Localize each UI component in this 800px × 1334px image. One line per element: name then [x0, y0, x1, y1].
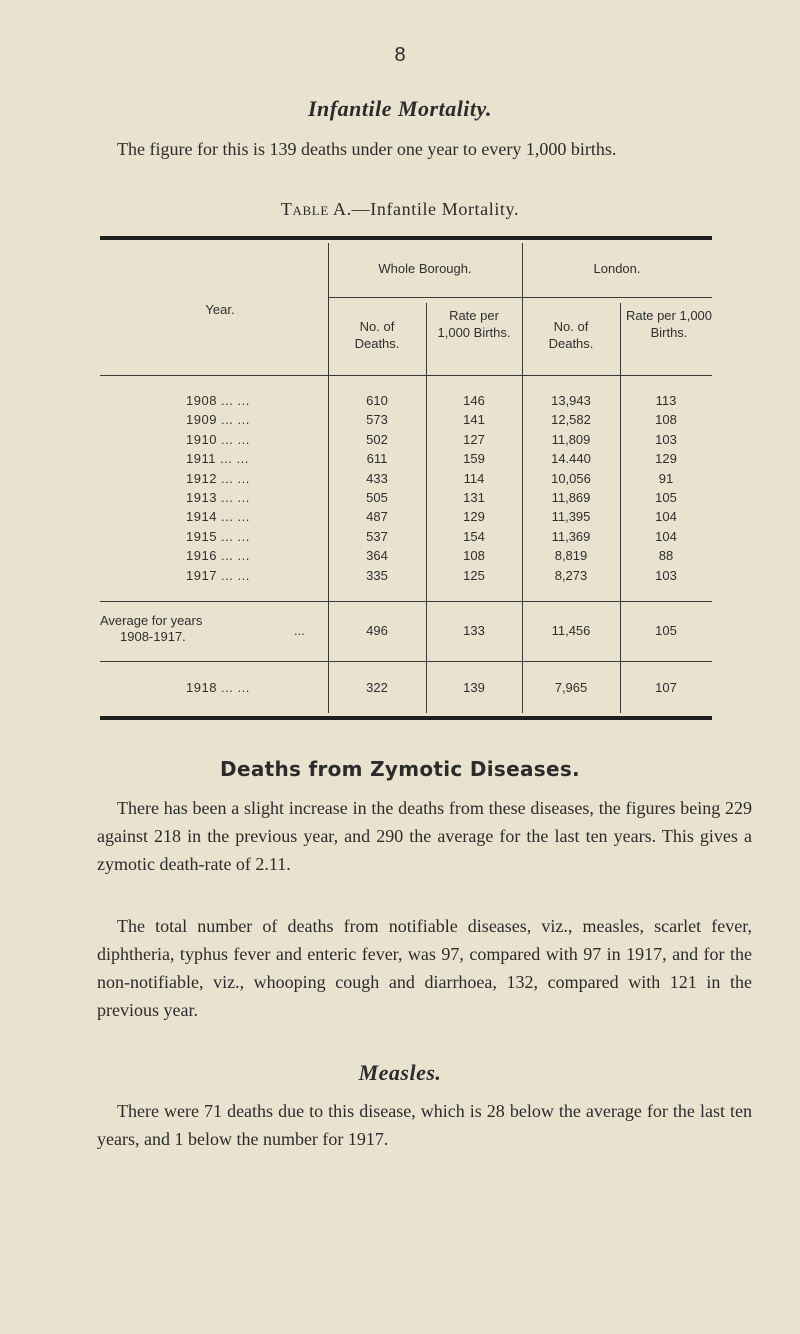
- infantile-mortality-paragraph: The figure for this is 139 deaths under one year to every 1,000 births.: [117, 139, 617, 159]
- year-label: 1910 ... ...: [186, 431, 250, 447]
- page-number: 8: [394, 44, 406, 66]
- table-divider: [426, 303, 427, 713]
- table-divider: [100, 601, 712, 602]
- london-deaths-header: No. of Deaths.: [548, 319, 594, 351]
- borough-deaths-cell: 573: [366, 412, 388, 428]
- london-deaths-cell: 13,943: [551, 393, 591, 408]
- london-deaths-cell: 14.440: [551, 451, 591, 467]
- average-london-deaths: 11,456: [551, 623, 591, 638]
- london-deaths-cell: 8,819: [554, 548, 588, 564]
- average-dots: ...: [294, 623, 305, 638]
- average-label-line1: Average for years: [100, 613, 203, 628]
- year-label: 1909 ... ...: [186, 412, 250, 428]
- borough-rate-cell: 129: [463, 509, 485, 525]
- london-rate-cell: 103: [655, 431, 677, 447]
- year-label: 1915 ... ...: [186, 528, 250, 544]
- final-london-rate: 107: [655, 680, 677, 695]
- table-bottom-rule: [100, 716, 712, 720]
- table-divider: [328, 297, 712, 298]
- london-deaths-cell: 11,369: [551, 528, 591, 544]
- average-label-line2: 1908-1917.: [120, 629, 186, 644]
- london-rate-header: Rate per 1,000 Births.: [626, 308, 713, 340]
- borough-deaths-cell: 502: [366, 431, 388, 447]
- london-rate-cell: 108: [655, 412, 677, 428]
- zymotic-paragraph-1: There has been a slight increase in the deaths from these diseases, the figures being 229 against 218 in the previous year, and 290 the average for the last ten years. This gives a zymotic death-rate of 2.11.: [97, 798, 752, 874]
- infantile-mortality-table: [100, 243, 712, 713]
- borough-rate-cell: 125: [463, 567, 485, 583]
- year-label: 1912 ... ...: [186, 470, 250, 486]
- borough-rate-cell: 146: [463, 393, 485, 408]
- london-rate-cell: 88: [658, 548, 674, 564]
- borough-deaths-cell: 611: [366, 451, 388, 467]
- final-year-label: 1918 ... ...: [186, 680, 250, 695]
- year-label: 1913 ... ...: [186, 490, 250, 505]
- london-rate-cell: 104: [655, 509, 677, 525]
- london-deaths-cell: 11,395: [551, 509, 591, 525]
- table-divider: [620, 303, 621, 713]
- year-header: Year.: [205, 302, 235, 317]
- borough-rate-cell: 154: [463, 528, 485, 544]
- borough-deaths-cell: 364: [366, 548, 388, 564]
- london-header: London.: [593, 261, 641, 276]
- london-deaths-cell: 10,056: [551, 470, 591, 486]
- year-label: 1916 ... ...: [186, 548, 250, 564]
- zymotic-paragraph-2: The total number of deaths from notifiable diseases, viz., measles, scarlet fever, diphtheria, typhus fever and enteric fever, was 97, compared with 97 in 1917, and for the non-notifiable, viz., whooping cough and diarrhoea, 132, compared with 121 in the previous year.: [97, 916, 752, 1020]
- average-london-rate: 105: [655, 623, 677, 638]
- london-rate-cell: 113: [655, 393, 677, 408]
- table-top-rule: [100, 236, 712, 240]
- borough-rate-header: Rate per 1,000 Births.: [437, 308, 511, 340]
- table-divider: [100, 375, 712, 376]
- year-label: 1914 ... ...: [186, 509, 250, 525]
- borough-deaths-header: No. of Deaths.: [354, 319, 400, 351]
- whole-borough-header: Whole Borough.: [378, 261, 472, 276]
- final-borough-deaths: 322: [366, 680, 388, 695]
- year-label: 1911 ... ...: [186, 451, 249, 467]
- london-rate-cell: 105: [655, 490, 677, 505]
- london-deaths-cell: 8,273: [554, 567, 588, 583]
- borough-rate-cell: 114: [463, 470, 485, 486]
- average-borough-rate: 133: [463, 623, 485, 638]
- year-label: 1917 ... ...: [186, 567, 250, 583]
- average-label: [100, 613, 300, 645]
- borough-rate-cell: 108: [463, 548, 485, 564]
- borough-rate-cell: 159: [463, 451, 485, 467]
- table-title-rest: —Infantile Mortality.: [351, 199, 520, 219]
- measles-paragraph: There were 71 deaths due to this disease, which is 28 below the average for the last ten years, and 1 below the number for 1917.: [97, 1101, 752, 1149]
- borough-deaths-cell: 505: [366, 490, 388, 505]
- table-title-prefix: Table A.: [280, 199, 352, 219]
- average-borough-deaths: 496: [366, 623, 388, 638]
- london-deaths-cell: 11,869: [551, 490, 591, 505]
- borough-rate-cell: 127: [463, 431, 485, 447]
- table-title: [0, 199, 800, 220]
- final-london-deaths: 7,965: [554, 680, 588, 695]
- borough-deaths-cell: 335: [366, 567, 388, 583]
- section-heading-infantile-mortality: Infantile Mortality.: [308, 96, 492, 121]
- london-deaths-cell: 11,809: [551, 431, 591, 447]
- london-rate-cell: 129: [655, 451, 677, 467]
- final-borough-rate: 139: [463, 680, 485, 695]
- london-deaths-cell: 12,582: [551, 412, 591, 428]
- year-label: 1908 ... ...: [186, 393, 250, 408]
- table-divider: [100, 661, 712, 662]
- borough-deaths-cell: 610: [366, 393, 388, 408]
- borough-deaths-cell: 433: [366, 470, 388, 486]
- section-heading-measles: Measles.: [358, 1060, 442, 1085]
- london-rate-cell: 103: [655, 567, 677, 583]
- london-rate-cell: 104: [655, 528, 677, 544]
- section-heading-zymotic-diseases: Deaths from Zymotic Diseases.: [220, 757, 580, 781]
- london-rate-cell: 91: [658, 470, 674, 486]
- borough-deaths-cell: 537: [366, 528, 388, 544]
- borough-rate-cell: 141: [463, 412, 485, 428]
- borough-rate-cell: 131: [463, 490, 485, 505]
- borough-deaths-cell: 487: [366, 509, 388, 525]
